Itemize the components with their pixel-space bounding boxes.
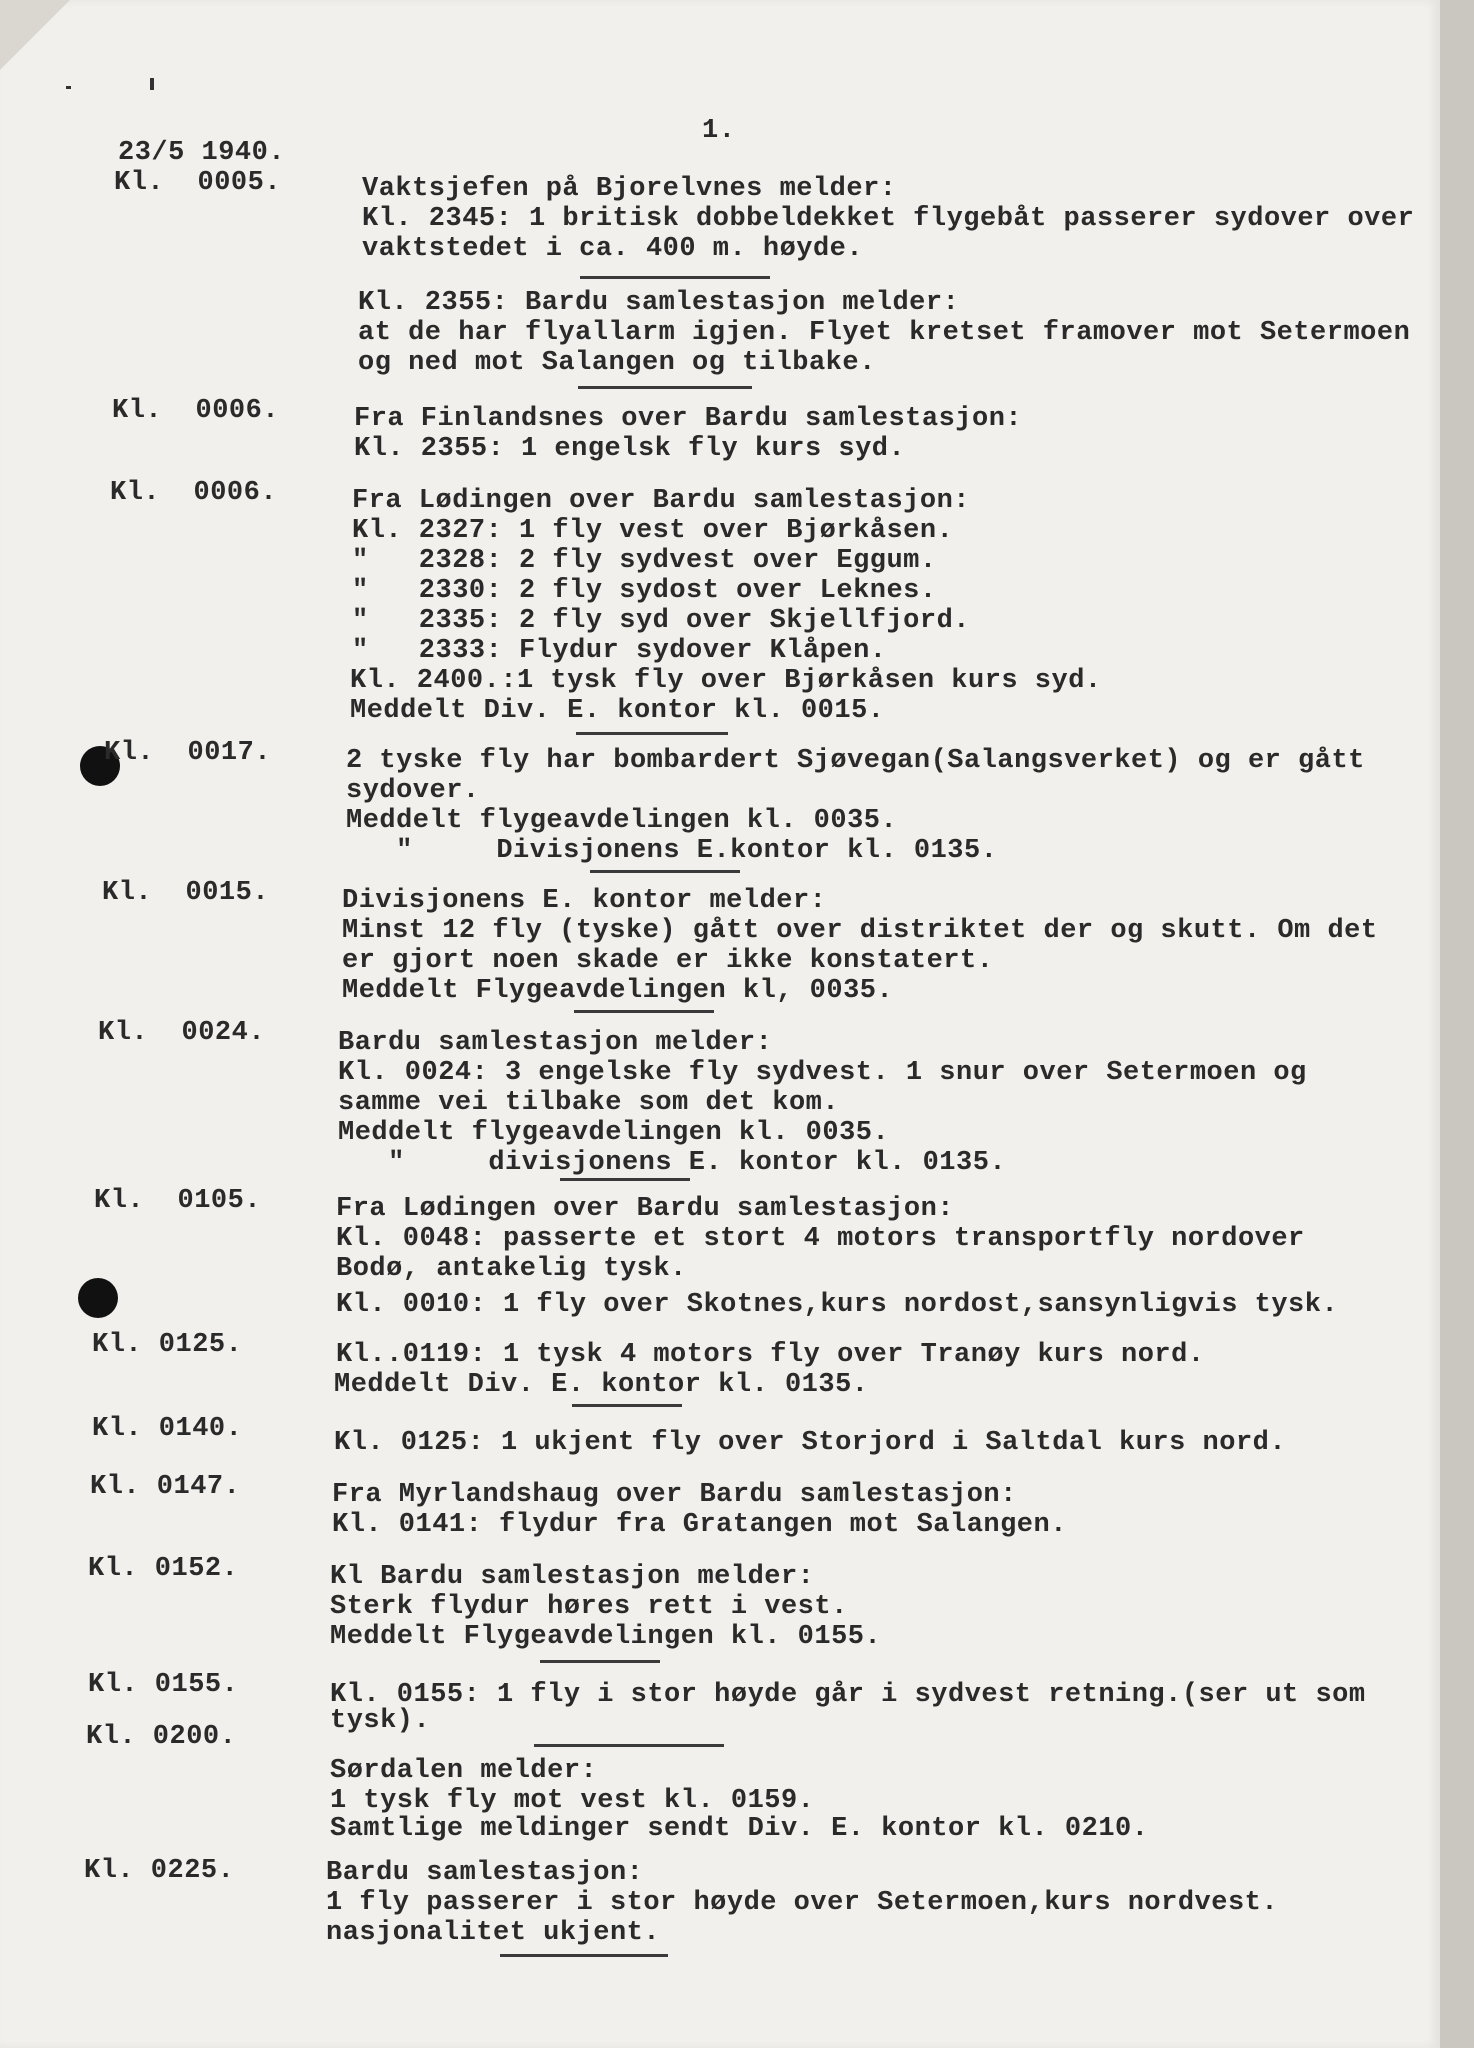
entry-time: Kl. 0225. bbox=[84, 1856, 235, 1886]
entry-line: Kl. 2355: 1 engelsk fly kurs syd. bbox=[354, 434, 906, 464]
entry-line: " 2333: Flydur sydover Klåpen. bbox=[352, 636, 887, 666]
entry-line: Kl. 0141: flydur fra Gratangen mot Salangen. bbox=[332, 1510, 1067, 1540]
entry-time: Kl. 0155. bbox=[88, 1670, 239, 1700]
entry-time: Kl. 0105. bbox=[94, 1186, 262, 1216]
entry-line: " 2328: 2 fly sydvest over Eggum. bbox=[352, 546, 937, 576]
entry-line: vaktstedet i ca. 400 m. høyde. bbox=[362, 234, 864, 264]
page-number: 1. bbox=[702, 116, 736, 146]
entry-line: Divisjonens E. kontor melder: bbox=[342, 886, 827, 916]
entry-line: Kl. 2327: 1 fly vest over Bjørkåsen. bbox=[352, 516, 954, 546]
folded-corner bbox=[0, 0, 70, 70]
entry-line: Minst 12 fly (tyske) gått over distriktet der og skutt. Om det bbox=[342, 916, 1378, 946]
separator-line bbox=[590, 870, 740, 873]
entry-line: Kl Bardu samlestasjon melder: bbox=[330, 1562, 815, 1592]
entry-line: samme vei tilbake som det kom. bbox=[338, 1088, 840, 1118]
entry-line: Kl. 2355: Bardu samlestasjon melder: bbox=[358, 288, 960, 318]
entry-line: Fra Myrlandshaug over Bardu samlestasjon: bbox=[332, 1480, 1017, 1510]
document-date: 23/5 1940. bbox=[118, 138, 286, 168]
entry-line: " divisjonens E. kontor kl. 0135. bbox=[338, 1148, 1007, 1178]
entry-time: Kl. 0147. bbox=[90, 1472, 241, 1502]
ink-speck bbox=[66, 86, 71, 89]
entry-line: Kl. 2400.:1 tysk fly over Bjørkåsen kurs syd. bbox=[350, 666, 1102, 696]
entry-line: sydover. bbox=[346, 776, 480, 806]
entry-line: Meddelt Div. E. kontor kl. 0015. bbox=[350, 696, 885, 726]
separator-line bbox=[572, 1404, 682, 1407]
entry-line: er gjort noen skade er ikke konstatert. bbox=[342, 946, 994, 976]
separator-line bbox=[580, 276, 770, 279]
entry-line: Bodø, antakelig tysk. bbox=[336, 1254, 687, 1284]
entry-line: 2 tyske fly har bombardert Sjøvegan(Salangsverket) og er gått bbox=[346, 746, 1365, 776]
entry-time: Kl. 0140. bbox=[92, 1414, 243, 1444]
entry-line: Meddelt flygeavdelingen kl. 0035. bbox=[338, 1118, 890, 1148]
entry-time: Kl. 0125. bbox=[92, 1330, 243, 1360]
separator-line bbox=[540, 1660, 660, 1663]
entry-line: tysk). bbox=[330, 1706, 431, 1736]
entry-line: Kl. 0048: passerte et stort 4 motors transportfly nordover bbox=[336, 1224, 1305, 1254]
entry-line: Sørdalen melder: bbox=[330, 1756, 598, 1786]
entry-line: Fra Lødingen over Bardu samlestasjon: bbox=[336, 1194, 954, 1224]
entry-line: 1 tysk fly mot vest kl. 0159. bbox=[330, 1786, 815, 1816]
entry-line: Bardu samlestasjon: bbox=[326, 1858, 644, 1888]
ink-speck bbox=[150, 78, 154, 90]
entry-line: Samtlige meldinger sendt Div. E. kontor kl. 0210. bbox=[330, 1814, 1149, 1844]
entry-line: Meddelt Flygeavdelingen kl, 0035. bbox=[342, 976, 894, 1006]
entry-line: Kl. 0125: 1 ukjent fly over Storjord i Saltdal kurs nord. bbox=[334, 1428, 1287, 1458]
separator-line bbox=[500, 1954, 668, 1957]
entry-time: Kl. 0024. bbox=[98, 1018, 266, 1048]
entry-line: Meddelt Flygeavdelingen kl. 0155. bbox=[330, 1622, 882, 1652]
entry-line: og ned mot Salangen og tilbake. bbox=[358, 348, 876, 378]
separator-line bbox=[576, 732, 728, 735]
entry-line: Kl..0119: 1 tysk 4 motors fly over Tranøy kurs nord. bbox=[336, 1340, 1205, 1370]
entry-line: Meddelt flygeavdelingen kl. 0035. bbox=[346, 806, 898, 836]
separator-line bbox=[534, 1744, 724, 1747]
separator-line bbox=[574, 1010, 714, 1013]
entry-time: Kl. 0017. bbox=[104, 738, 272, 768]
entry-line: Bardu samlestasjon melder: bbox=[338, 1028, 773, 1058]
punch-hole bbox=[78, 1278, 118, 1318]
entry-line: Meddelt Div. E. kontor kl. 0135. bbox=[334, 1370, 869, 1400]
entry-line: Vaktsjefen på Bjorelvnes melder: bbox=[362, 174, 897, 204]
entry-line: 1 fly passerer i stor høyde over Setermoen,kurs nordvest. bbox=[326, 1888, 1279, 1918]
entry-line: " 2335: 2 fly syd over Skjellfjord. bbox=[352, 606, 970, 636]
entry-line: Fra Lødingen over Bardu samlestasjon: bbox=[352, 486, 970, 516]
entry-time: Kl. 0015. bbox=[102, 878, 270, 908]
entry-time: Kl. 0200. bbox=[86, 1722, 237, 1752]
entry-line: Fra Finlandsnes over Bardu samlestasjon: bbox=[354, 404, 1023, 434]
entry-line: " Divisjonens E.kontor kl. 0135. bbox=[346, 836, 998, 866]
entry-time: Kl. 0005. bbox=[114, 168, 282, 198]
separator-line bbox=[578, 386, 752, 389]
entry-line: nasjonalitet ukjent. bbox=[326, 1918, 661, 1948]
entry-time: Kl. 0006. bbox=[112, 396, 280, 426]
entry-line: " 2330: 2 fly sydost over Leknes. bbox=[352, 576, 937, 606]
entry-line: Kl. 0010: 1 fly over Skotnes,kurs nordost,sansynligvis tysk. bbox=[336, 1290, 1339, 1320]
entry-line: Kl. 2345: 1 britisk dobbeldekket flygebåt passerer sydover over bbox=[362, 204, 1415, 234]
entry-line: at de har flyallarm igjen. Flyet kretset framover mot Setermoen bbox=[358, 318, 1411, 348]
entry-line: Sterk flydur høres rett i vest. bbox=[330, 1592, 848, 1622]
entry-time: Kl. 0152. bbox=[88, 1554, 239, 1584]
separator-line bbox=[560, 1178, 690, 1181]
entry-time: Kl. 0006. bbox=[110, 478, 278, 508]
entry-line: Kl. 0024: 3 engelske fly sydvest. 1 snur over Setermoen og bbox=[338, 1058, 1307, 1088]
entry-line: Kl. 0155: 1 fly i stor høyde går i sydvest retning.(ser ut som bbox=[330, 1680, 1366, 1710]
